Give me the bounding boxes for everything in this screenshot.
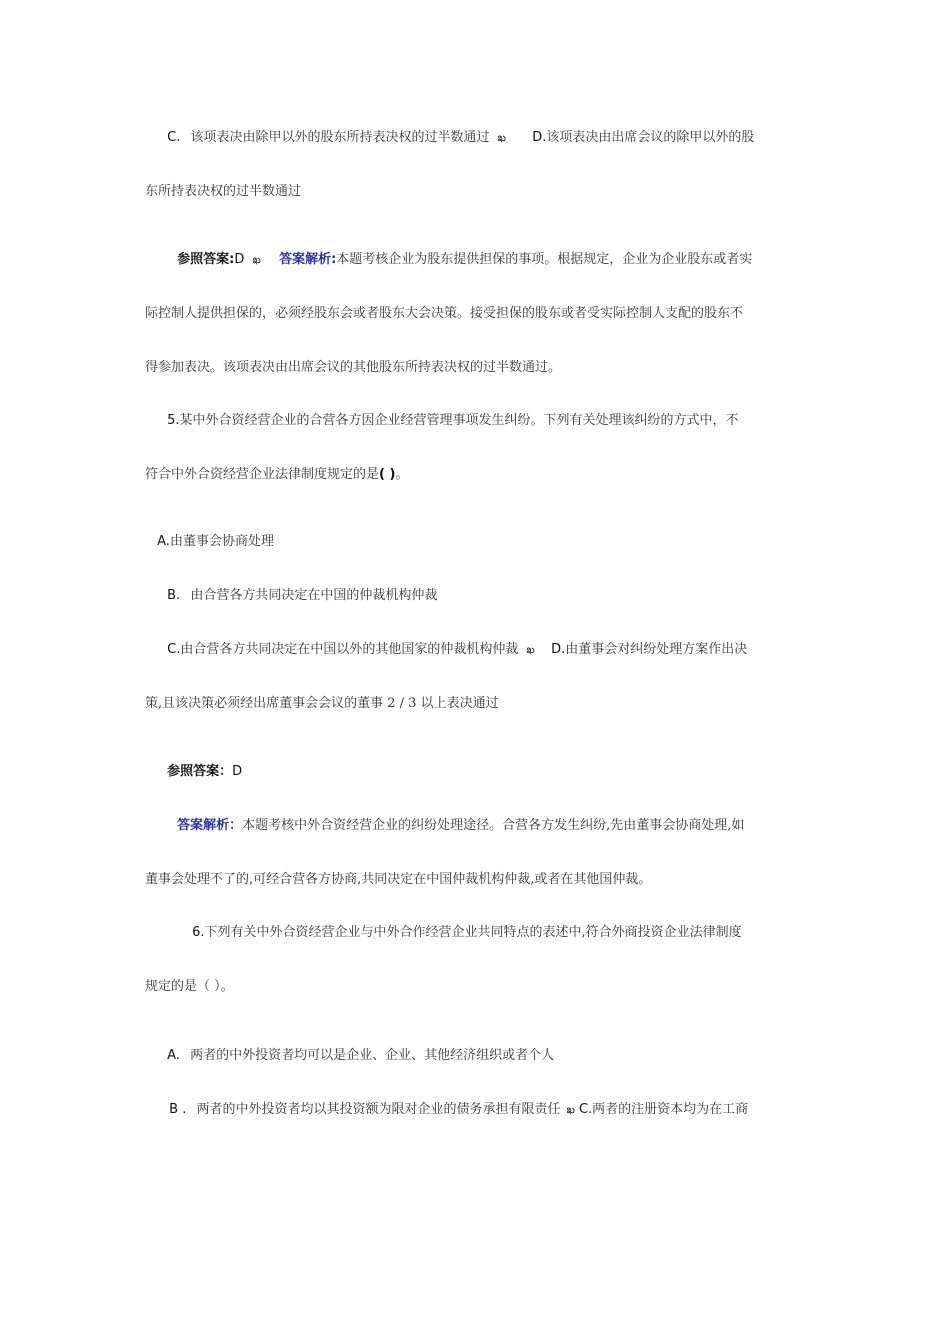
- q5-stem-line-2: [145, 465, 810, 485]
- q4-analysis-line-2: 际控制人提供担保的，必须经股东会或者股东大会决策。接受担保的股东或者受实际控制人支配的股东不: [145, 306, 744, 321]
- q5-analysis-label: 答案解析：: [177, 818, 243, 833]
- q6-option-a-line: [145, 1046, 810, 1066]
- q6-stem-text-1: 下列有关中外合资经营企业与中外合作经营企业共同特点的表述中,符合外商投资企业法律制度: [204, 925, 742, 940]
- q5-analysis-line-1: 本题考核中外合资经营企业的纠纷处理途径。合营各方发生纠纷,先由董事会协商处理,如: [242, 818, 745, 833]
- q5-option-c-label: C.: [167, 642, 181, 657]
- q6-stem-line-2: 规定的是（ ）。: [145, 979, 234, 994]
- paragraph-mark-icon: ఖ: [252, 253, 261, 266]
- q5-analysis-line-2: 董事会处理不了的,可经合营各方协商,共同决定在中国仲裁机构仲裁,或者在其他国仲裁。: [145, 872, 652, 887]
- q6-option-b-label: B .: [169, 1102, 187, 1117]
- q4-answer-label: 参照答案:: [177, 252, 235, 267]
- q6-option-bc-line: [145, 1100, 810, 1120]
- q6-option-c-label: C.: [578, 1102, 593, 1117]
- q6-option-a-label: A.: [167, 1048, 180, 1063]
- q5-blank: ( ): [379, 467, 396, 482]
- q6-option-b-text: 两者的中外投资者均以其投资额为限对企业的债务承担有限责任: [196, 1102, 561, 1117]
- q5-number: 5.: [167, 413, 180, 428]
- q6-option-a-text: 两者的中外投资者均可以是企业、企业、其他经济组织或者个人: [190, 1048, 555, 1063]
- q5-stem-text-2: 符合中外合资经营企业法律制度规定的是: [145, 467, 380, 482]
- q5-option-a-label: A.: [157, 534, 170, 549]
- q4-option-c-text: 该项表决由除甲以外的股东所持表决权的过半数通过: [190, 130, 490, 145]
- q5-option-c-text: 由合营各方共同决定在中国以外的其他国家的仲裁机构仲裁: [180, 642, 519, 657]
- q4-answer-line: [145, 250, 810, 270]
- q5-stem-line-1: [145, 411, 810, 431]
- q5-answer-line: [145, 762, 810, 782]
- q5-option-cd-line: [145, 640, 810, 660]
- q4-options-line: [145, 128, 810, 148]
- q5-stem-end: 。: [395, 467, 409, 482]
- q5-option-b-line: [145, 586, 810, 606]
- q5-option-d-text: 由董事会对纠纷处理方案作出决: [565, 642, 748, 657]
- paragraph-mark-icon: ఖ: [497, 131, 506, 144]
- q6-number: 6.: [192, 925, 205, 940]
- q4-option-d-label: D.: [532, 130, 547, 145]
- q4-option-d-text: 该项表决由出席会议的除甲以外的股: [546, 130, 755, 145]
- q5-analysis-line: [145, 816, 810, 836]
- q4-option-d-continuation: 东所持表决权的过半数通过: [145, 184, 302, 199]
- q5-option-d-label: D.: [551, 642, 566, 657]
- q5-option-b-text: 由合营各方共同决定在中国的仲裁机构仲裁: [190, 588, 438, 603]
- q5-option-a-line: [145, 532, 810, 552]
- paragraph-mark-icon: ఖ: [526, 643, 535, 656]
- q4-analysis-line-3: 得参加表决。该项表决由出席会议的其他股东所持表决权的过半数通过。: [145, 360, 562, 375]
- q4-option-c-label: C.: [167, 130, 181, 145]
- q5-answer-label: 参照答案：: [167, 764, 233, 779]
- q4-answer-value: D: [234, 252, 245, 267]
- q5-option-b-label: B.: [167, 588, 181, 603]
- q5-option-a-text: 由董事会协商处理: [169, 534, 274, 549]
- q5-stem-text-1: 某中外合资经营企业的合营各方因企业经营管理事项发生纠纷。下列有关处理该纠纷的方式中，不: [179, 413, 739, 428]
- q4-analysis-line-1: 本题考核企业为股东提供担保的事项。根据规定，企业为企业股东或者实: [336, 252, 753, 267]
- q6-option-c-text: 两者的注册资本均为在工商: [592, 1102, 749, 1117]
- q5-option-d-continuation: 策,且该决策必须经出席董事会会议的董事 2 / 3 以上表决通过: [145, 696, 499, 711]
- q4-analysis-label: 答案解析:: [279, 252, 337, 267]
- q6-stem-line-1: [145, 923, 810, 943]
- q5-answer-value: D: [232, 764, 243, 779]
- paragraph-mark-icon: ఖ: [566, 1103, 575, 1116]
